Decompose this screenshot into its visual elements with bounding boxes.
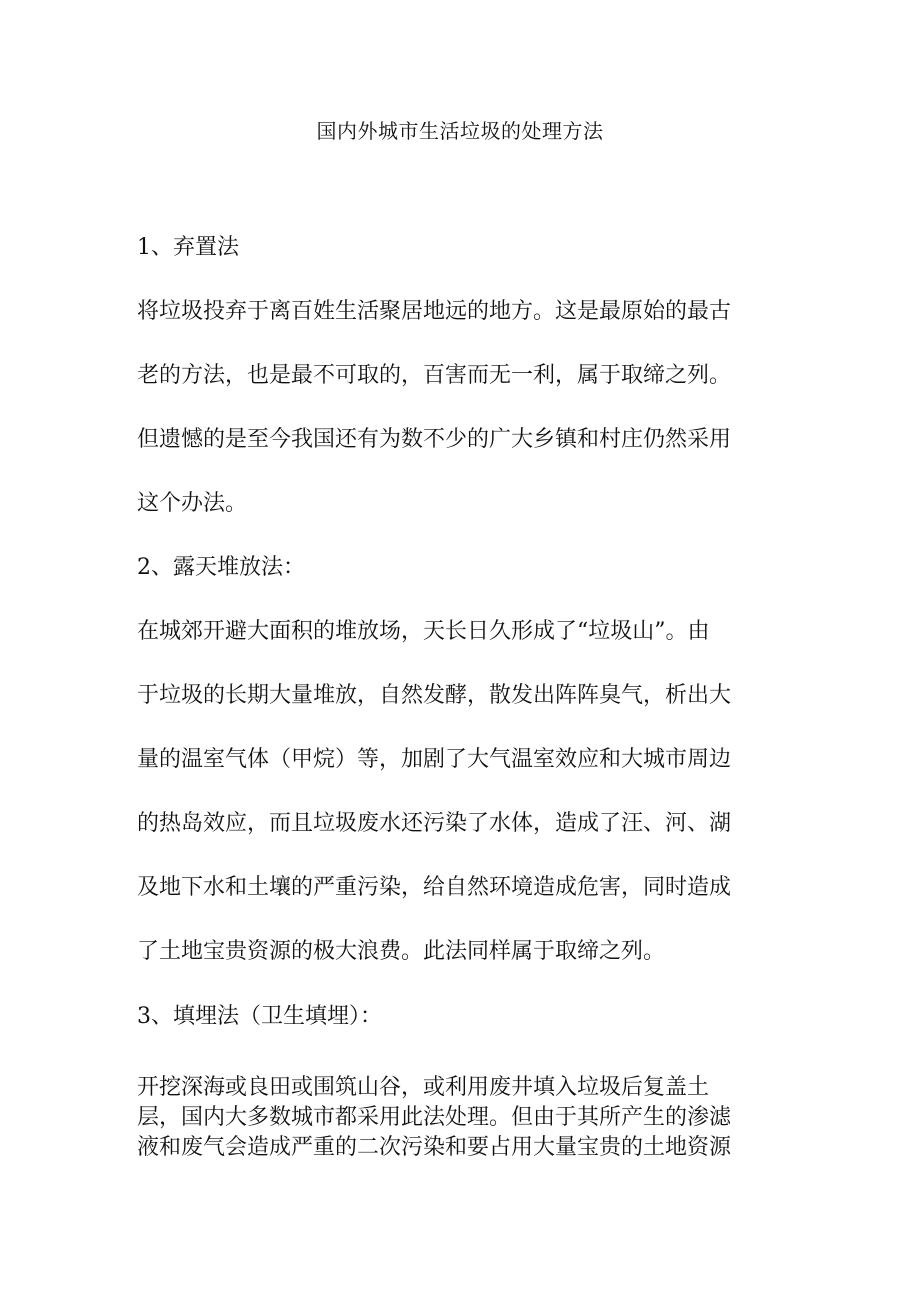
paragraph-line: 老的方法，也是最不可取的，百害而无一利，属于取缔之列。 <box>137 363 732 388</box>
section-heading-2: 2、露天堆放法： <box>137 555 305 580</box>
paragraph-line: 量的温室气体（甲烷）等，加剧了大气温室效应和大城市周边 <box>137 747 732 772</box>
section-heading-3: 3、填埋法（卫生填埋）： <box>137 1004 382 1029</box>
paragraph-line: 将垃圾投弃于离百姓生活聚居地远的地方。这是最原始的最古 <box>137 299 732 324</box>
section-heading-1: 1、弃置法 <box>137 235 239 260</box>
paragraph-line: 于垃圾的长期大量堆放，自然发酵，散发出阵阵臭气，析出大 <box>137 683 732 708</box>
paragraph-line: 开挖深海或良田或围筑山谷，或利用废井填入垃圾后复盖土 <box>137 1075 710 1100</box>
document-title: 国内外城市生活垃圾的处理方法 <box>316 119 604 143</box>
paragraph-line: 但遗憾的是至今我国还有为数不少的广大乡镇和村庄仍然采用 <box>137 427 732 452</box>
paragraph-line: 层，国内大多数城市都采用此法处理。但由于其所产生的渗滤 <box>137 1105 732 1130</box>
paragraph-line: 液和废气会造成严重的二次污染和要占用大量宝贵的土地资源 <box>137 1135 732 1160</box>
paragraph-line: 在城郊开避大面积的堆放场，天长日久形成了“垃圾山”。由 <box>137 619 710 644</box>
paragraph-line: 的热岛效应，而且垃圾废水还污染了水体，造成了汪、河、湖 <box>137 811 732 836</box>
paragraph-line: 了土地宝贵资源的极大浪费。此法同样属于取缔之列。 <box>137 939 666 964</box>
paragraph-line: 这个办法。 <box>137 491 248 516</box>
paragraph-line: 及地下水和土壤的严重污染，给自然环境造成危害，同时造成 <box>137 875 732 900</box>
